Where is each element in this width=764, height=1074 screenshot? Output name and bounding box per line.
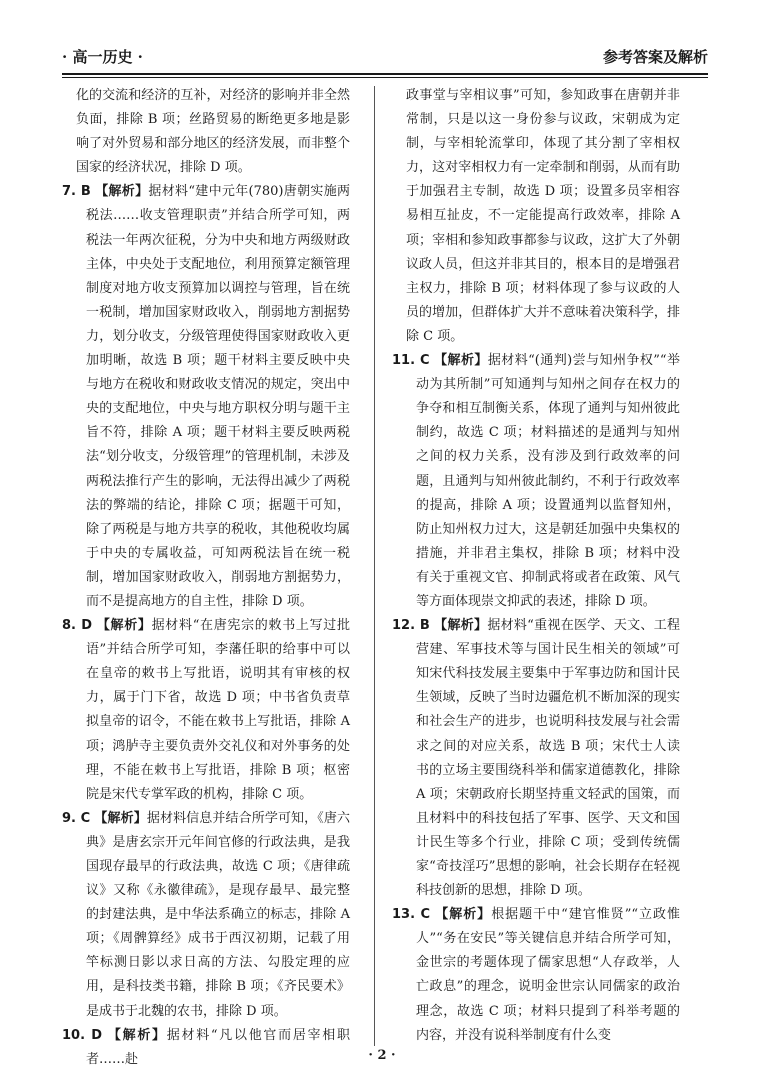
analysis-tag: 【解析】 xyxy=(96,618,152,634)
answer-text: 据材料“(通判)尝与知州争权”“举动为其所制”可知通判与知州之间存在权力的争夺和相互制衡关系，体现了通判与知州彼此制约，故选 C 项；材料描述的是通判与知州之间的权力关系，没有涉及到行政效率的问题，且通判与知州彼此制约，不利于行政效率的提高，排除 A 项；设置通判以监督知州，防止知州权力过大，这是朝廷加强中央集权的措施，并非君主集权，排除 B 项；材料中没有关于重视文官、抑制武将或者在政策、风气等方面体现崇文抑武的表述，排除 D 项。 xyxy=(416,353,680,609)
analysis-tag: 【解析】 xyxy=(434,353,488,369)
answer-item-7 xyxy=(62,180,350,614)
answer-text: 根据题干中“建官惟贤”“立政惟人”“务在安民”等关键信息并结合所学可知，金世宗的考题体现了儒家思想“人存政举，人亡政息”的理念，说明金世宗认同儒家的政治理念，故选 C 项；材料只提到了科举考题的内容，并没有说科举制度有什么变 xyxy=(416,907,680,1043)
analysis-tag: 【解析】 xyxy=(434,618,488,634)
answer-text: 据材料信息并结合所学可知，《唐六典》是唐玄宗开元年间官修的行政法典，是我国现存最早的行政法典，故选 C 项；《唐律疏议》又称《永徽律疏》，是现存最早、最完整的封建法典，是中华法系确立的标志，排除 A 项；《周髀算经》成书于西汉初期，记载了用竿标测日影以求日高的方法、勾股定理的应用，是科技类书籍，排除 B 项；《齐民要术》是成书于北魏的农书，排除 D 项。 xyxy=(86,810,350,1019)
answer-number: 7. B xyxy=(62,184,91,200)
continued-paragraph: 化的交流和经济的互补，对经济的影响并非全然负面，排除 B 项；丝路贸易的断绝更多地是影响了对外贸易和部分地区的经济发展，而非整个国家的经济状况，排除 D 项。 xyxy=(76,88,350,176)
analysis-tag: 【解析】 xyxy=(94,810,147,826)
answer-item-13 xyxy=(392,903,680,1048)
answer-item-9 xyxy=(62,807,350,1024)
right-column xyxy=(392,84,680,1048)
column-divider xyxy=(374,86,375,1046)
answer-number: 9. C xyxy=(62,810,91,826)
left-column xyxy=(62,84,350,1072)
analysis-tag: 【解析】 xyxy=(107,1027,167,1043)
header-rule-thick xyxy=(62,73,708,75)
answer-number: 11. C xyxy=(392,353,430,369)
answer-item-8 xyxy=(62,614,350,807)
answer-number: 13. C xyxy=(392,907,431,923)
subject-label: · 高一历史 · xyxy=(62,48,143,66)
analysis-tag: 【解析】 xyxy=(435,907,492,923)
answer-item-11 xyxy=(392,349,680,614)
answer-item-12 xyxy=(392,614,680,903)
answer-text: 据材料“在唐宪宗的敕书上写过批语”并结合所学可知，李藩任职的给事中可以在皇帝的敕书上写批语，说明其有审核的权力，属于门下省，故选 D 项；中书省负责草拟皇帝的诏令，不能在敕书上写批语，排除 A 项；鸿胪寺主要负责外交礼仪和对外事务的处理，不能在敕书上写批语，排除 B 项；枢密院是宋代专掌军政的机构，排除 C 项。 xyxy=(86,618,350,802)
page-number: · 2 · xyxy=(368,1048,396,1063)
answer-number: 12. B xyxy=(392,618,430,634)
continued-paragraph: 政事堂与宰相议事”可知，参知政事在唐朝并非常制，只是以这一身份参与议政，宋朝成为定制，与宰相轮流掌印，体现了其分割了宰相权力，这对宰相权力有一定牵制和削弱，从而有助于加强君主专制，故选 D 项；设置多员宰相容易相互扯皮，不一定能提高行政效率，排除 A 项；宰相和参知政事都参与议政，这扩大了外朝议政人员，但这并非其目的，根本目的是增强君主权力，排除 B 项；材料体现了参与议政的人员的增加，但群体扩大并不意味着决策科学，排除 C 项。 xyxy=(406,88,680,344)
header-rule-thin xyxy=(62,77,708,78)
answer-number: 10. D xyxy=(62,1027,103,1043)
header-title: 参考答案及解析 xyxy=(602,48,708,66)
answer-text: 据材料“重视在医学、天文、工程营建、军事技术等与国计民生相关的领域”可知宋代科技发展主要集中于军事边防和国计民生领域，反映了当时边疆危机不断加深的现实和社会生产的进步，也说明科技发展与社会需求之间的对应关系，故选 B 项；宋代士人读书的立场主要围绕科举和儒家道德教化，排除 A 项；宋朝政府长期坚持重文轻武的国策，而且材料中的科技包括了军事、医学、天文和国计民生等多个行业，排除 C 项；受到传统儒家“奇技淫巧”思想的影响，社会长期存在轻视科技创新的思想，排除 D 项。 xyxy=(416,618,680,899)
answer-text: 据材料“建中元年(780)唐朝实施两税法……收支管理职责”并结合所学可知，两税法一年两次征税，分为中央和地方两级财政主体，中央处于支配地位，利用预算定额管理制度对地方收支预算加以调控与管理，旨在统一税制，增加国家财政收入，削弱地方割据势力，划分收支，分级管理使得国家财政收入更加明晰，故选 B 项；题干材料主要反映中央与地方在税收和财政收支情况的规定，突出中央的支配地位，中央与地方职权分明与题干主旨不符，排除 A 项；题干材料主要反映两税法“划分收支，分级管理”的管理机制，未涉及两税法推行产生的影响，无法得出减少了两税法的弊端的结论，排除 C 项；据题干可知，除了两税是与地方共享的税收，其他税收均属于中央的专属收益，可知两税法旨在统一税制，增加国家财政收入，削弱地方割据势力，而不是提高地方的自主性，排除 D 项。 xyxy=(86,184,351,609)
page-header xyxy=(62,44,708,70)
analysis-tag: 【解析】 xyxy=(95,184,149,200)
answer-text: 据材料“凡以他官而居宰相职者……赴 xyxy=(86,1027,350,1067)
answer-number: 8. D xyxy=(62,618,92,634)
